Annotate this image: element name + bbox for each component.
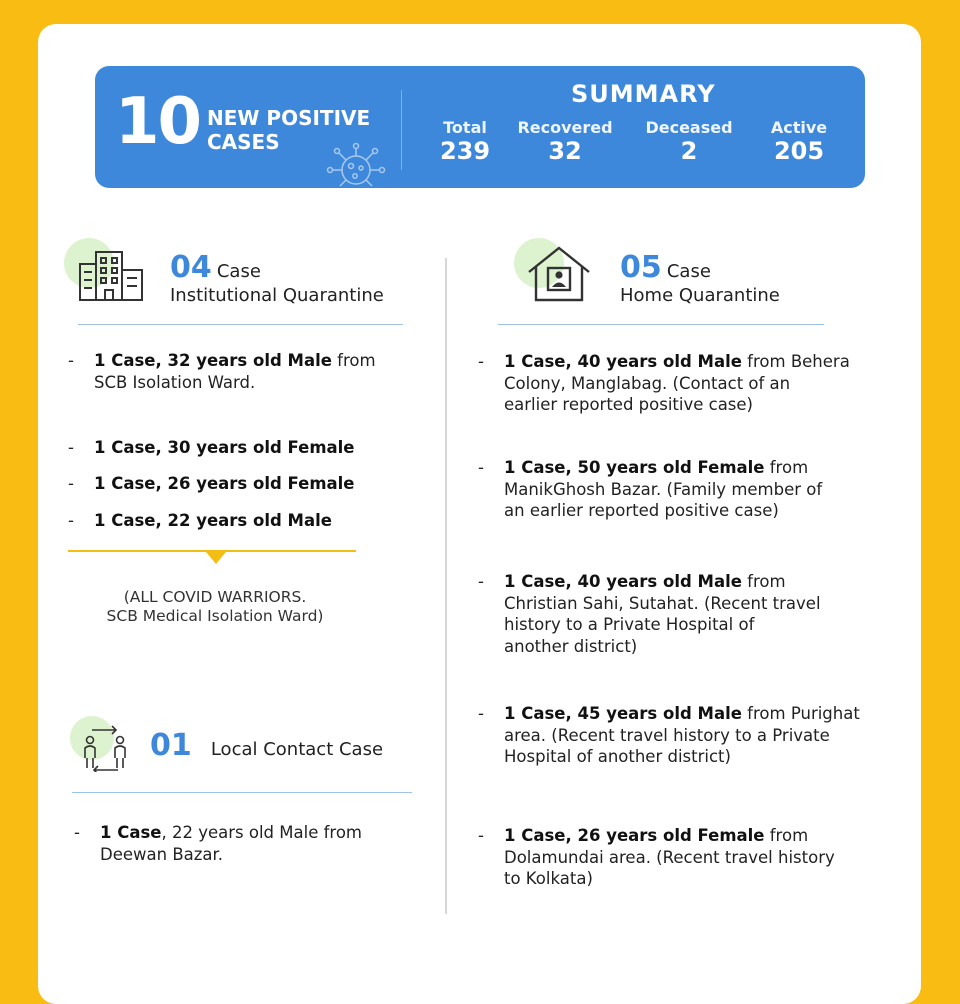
institutional-case-word: Case (216, 261, 261, 282)
summary-banner (95, 66, 865, 188)
note-pointer (206, 552, 226, 564)
stat-active: Active 205 (770, 118, 828, 165)
home-heading (620, 250, 780, 306)
building-icon (76, 250, 146, 302)
institutional-rule (78, 324, 403, 325)
summary-title: SUMMARY (571, 80, 716, 108)
home-rule (498, 324, 824, 325)
covid-warriors-note: (ALL COVID WARRIORS. SCB Medical Isolation Ward) (106, 588, 324, 625)
local-contact-title: Local Contact Case (210, 739, 384, 760)
stat-total: Total 239 (439, 118, 491, 165)
local-contact-rule (72, 792, 412, 793)
institutional-count: 04 (170, 250, 212, 285)
institutional-title: Institutional Quarantine (170, 285, 384, 306)
column-divider (445, 258, 447, 914)
banner-divider (401, 90, 402, 170)
local-contact-heading (150, 728, 383, 763)
new-cases-label: NEW POSITIVE CASES (207, 106, 371, 154)
contact-people-icon (80, 724, 130, 772)
stat-deceased: Deceased 2 (645, 118, 733, 165)
home-count: 05 (620, 250, 662, 285)
home-icon (526, 244, 592, 304)
virus-icon (323, 140, 389, 188)
home-title: Home Quarantine (620, 285, 780, 306)
local-contact-count: 01 (150, 728, 192, 763)
home-case-word: Case (666, 261, 711, 282)
institutional-heading (170, 250, 384, 306)
stat-recovered: Recovered 32 (517, 118, 613, 165)
new-cases-count: 10 (115, 85, 201, 159)
